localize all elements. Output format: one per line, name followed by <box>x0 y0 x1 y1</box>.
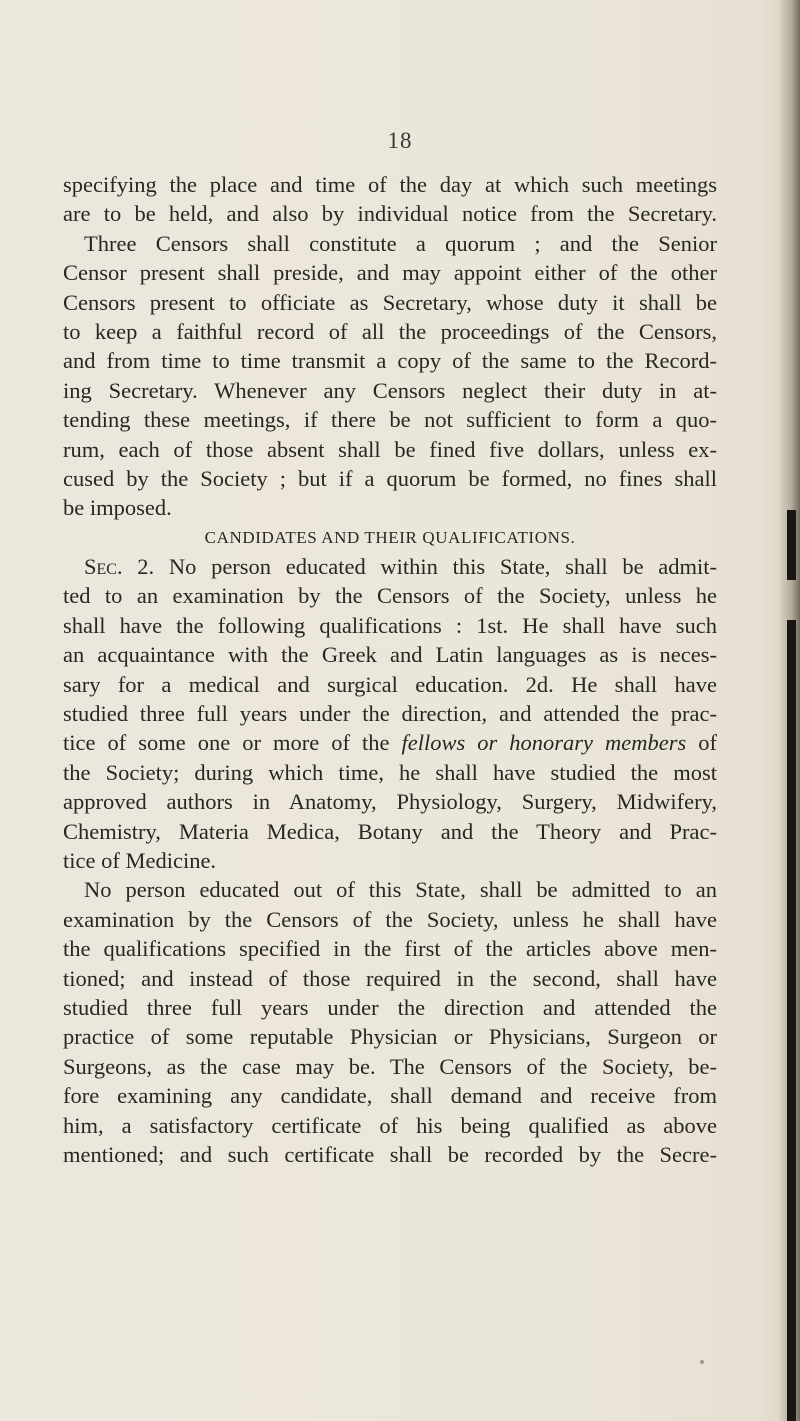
page-edge-mark <box>787 510 796 580</box>
text-line: ted to an examination by the Censors of the Society, unless he <box>63 583 717 609</box>
text-line: sary for a medical and surgical education. 2d. He shall have <box>63 671 717 697</box>
text-line: ing Secretary. Whenever any Censors neglect their duty in at- <box>63 377 717 403</box>
text-line: cused by the Society ; but if a quorum be formed, no fines shall <box>63 465 717 491</box>
text-line: examination by the Censors of the Society, unless he shall have <box>63 906 717 932</box>
text-line <box>63 728 717 757</box>
page-edge-mark <box>787 620 796 1421</box>
text-line: No person educated out of this State, shall be admitted to an <box>84 877 717 903</box>
text-line: to keep a faithful record of all the proceedings of the Censors, <box>63 318 717 344</box>
text-line: the qualifications specified in the first of the articles above men- <box>63 936 717 962</box>
text-line: are to be held, and also by individual notice from the Secretary. <box>63 201 717 227</box>
text-segment: tice of some one or more of the <box>63 730 402 756</box>
paper-speck <box>700 1360 704 1364</box>
text-line: studied three full years under the direction and attended the <box>63 994 717 1020</box>
text-line: fore examining any candidate, shall demand and receive from <box>63 1083 717 1109</box>
text-line: tice of Medicine. <box>63 847 217 873</box>
text-line: Chemistry, Materia Medica, Botany and the Theory and Prac- <box>63 818 717 844</box>
text-line: him, a satisfactory certificate of his being qualified as above <box>63 1112 717 1138</box>
text-line: shall have the following qualifications : 1st. He shall have such <box>63 612 717 638</box>
text-line: approved authors in Anatomy, Physiology, Surgery, Midwifery, <box>63 789 717 815</box>
text-segment: of <box>686 730 717 756</box>
text-line: be imposed. <box>63 495 172 521</box>
text-line <box>63 552 717 581</box>
text-line: Censor present shall preside, and may appoint either of the other <box>63 260 717 286</box>
text-line: an acquaintance with the Greek and Latin languages as is neces- <box>63 642 717 668</box>
italic-text: fellows or honorary members <box>401 730 687 756</box>
text-line: Three Censors shall constitute a quorum ; and the Senior <box>84 230 717 256</box>
text-line: and from time to time transmit a copy of the same to the Record- <box>63 348 717 374</box>
text-line: Censors present to officiate as Secretary, whose duty it shall be <box>63 289 717 315</box>
text-line: specifying the place and time of the day at which such meetings <box>63 172 717 197</box>
text-line: Surgeons, as the case may be. The Censors of the Society, be- <box>63 1053 717 1079</box>
text-line: practice of some reputable Physician or Physicians, Surgeon or <box>63 1024 717 1050</box>
text-line: the Society; during which time, he shall have studied the most <box>63 759 717 785</box>
body-text <box>63 170 717 1169</box>
section-label: Sec. 2. <box>84 554 155 580</box>
text-line: tending these meetings, if there be not sufficient to form a quo- <box>63 407 717 433</box>
text-line: rum, each of those absent shall be fined five dollars, unless ex- <box>63 436 717 462</box>
text-line: studied three full years under the direction, and attended the prac- <box>63 701 717 727</box>
text-line-rest: No person educated within this State, shall be admit- <box>154 554 717 580</box>
section-heading: CANDIDATES AND THEIR QUALIFICATIONS. <box>204 527 576 547</box>
text-line: tioned; and instead of those required in the second, shall have <box>63 965 717 991</box>
page-number: 18 <box>387 128 413 153</box>
text-line: mentioned; and such certificate shall be recorded by the Secre- <box>63 1141 717 1167</box>
